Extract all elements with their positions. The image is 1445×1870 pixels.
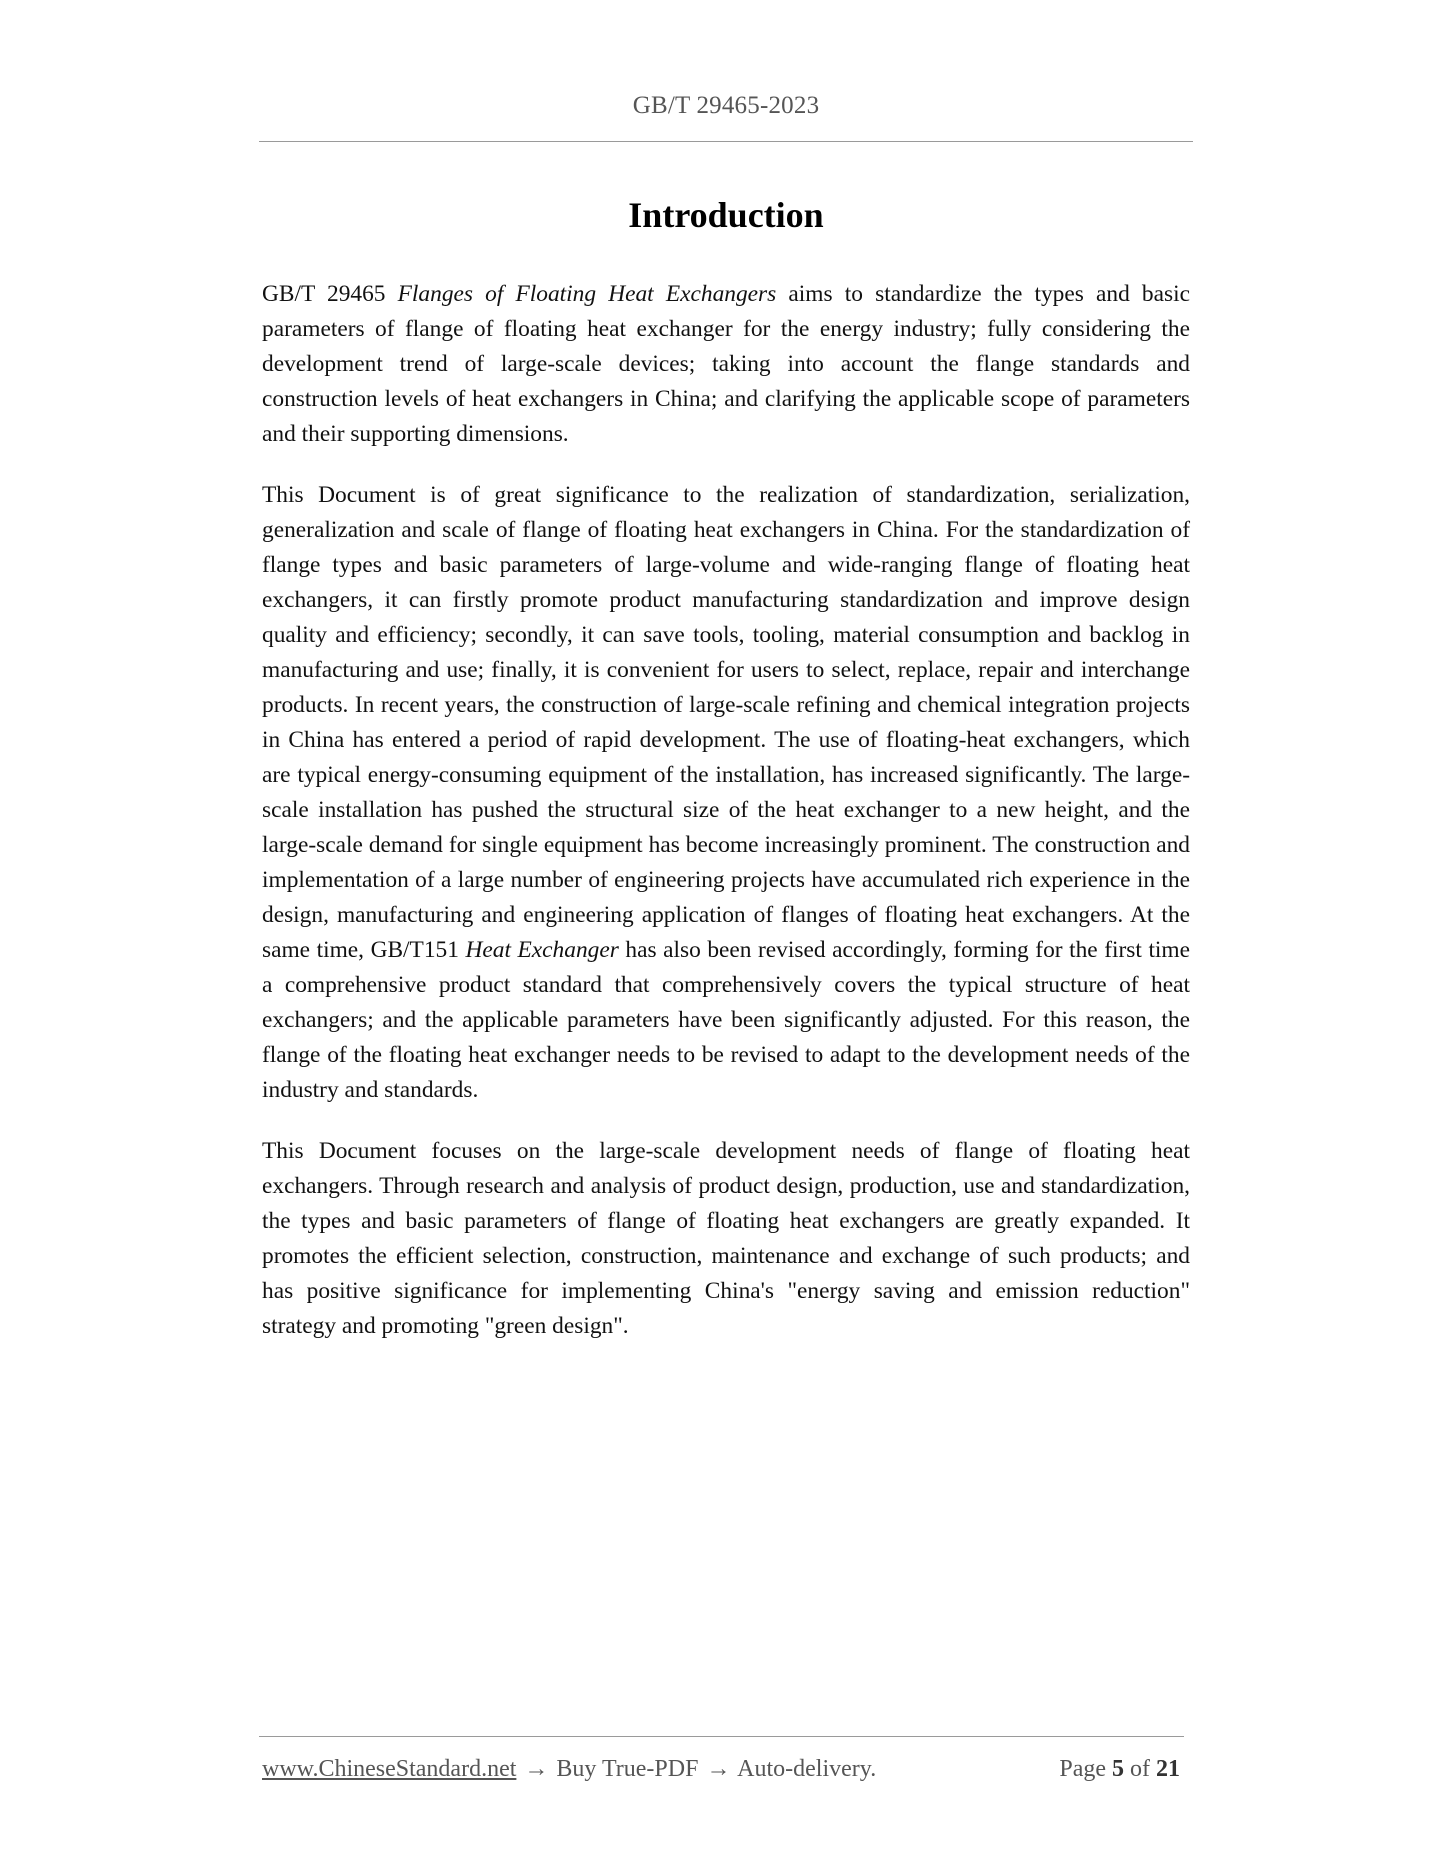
- paragraph-1-rest: aims to standardize the types and basic parameters of flange of floating heat exchanger for the energy industry; fully considering the development trend of large-scale devices; taking into account the flange standards and construction levels of heat exchangers in China; and clarifying the applicable scope of parameters and their supporting dimensions.: [262, 281, 1190, 447]
- running-header: GB/T 29465-2023: [632, 92, 820, 119]
- header-divider: [259, 141, 1193, 142]
- site-link[interactable]: www.ChineseStandard.net: [262, 1756, 517, 1782]
- body-text: [262, 277, 1190, 1370]
- footer-promo: [262, 1756, 876, 1783]
- paragraph-1: [262, 277, 1190, 452]
- arrow-right-icon: →: [706, 1756, 731, 1782]
- of-label: of: [1130, 1756, 1150, 1782]
- standard-title-heat-exchanger: Heat Exchanger: [465, 937, 619, 963]
- standard-title-flanges: Flanges of Floating Heat Exchangers: [397, 281, 777, 307]
- paragraph-2-part1: This Document is of great significance to the realization of standardization, serialization, generalization and scale of flange of floating heat exchangers in China. For the standardization of flange types and basic parameters of large-volume and wide-ranging flange of floating heat exchangers, it can firstly promote product manufacturing standardization and improve design quality and efficiency; secondly, it can save tools, tooling, material consumption and backlog in manufacturing and use; finally, it is convenient for users to select, replace, repair and interchange products. In recent years, the construction of large-scale refining and chemical integration projects in China has entered a period of rapid development. The use of floating-heat exchangers, which are typical energy-consuming equipment of the installation, has increased significantly. The large-scale installation has pushed the structural size of the heat exchanger to a new height, and the large-scale demand for single equipment has become increasingly prominent. The construction and implementation of a large number of engineering projects have accumulated rich experience in the design, manufacturing and engineering application of flanges of floating heat exchangers. At the same time, GB/T151: [262, 482, 1190, 963]
- section-title: Introduction: [628, 195, 824, 235]
- paragraph-2-part2: has also been revised accordingly, forming for the first time a comprehensive product standard that comprehensively covers the typical structure of heat exchangers; and the applicable parameters have been significantly adjusted. For this reason, the flange of the floating heat exchanger needs to be revised to adapt to the development needs of the industry and standards.: [262, 937, 1191, 1103]
- paragraph-1-lead: GB/T 29465: [262, 281, 398, 307]
- paragraph-3: This Document focuses on the large-scale development needs of flange of floating heat exchangers. Through research and analysis of product design, production, use and standardization, the types and basic parameters of flange of floating heat exchangers are greatly expanded. It promotes the efficient selection, construction, maintenance and exchange of such products; and has positive significance for implementing China's "energy saving and emission reduction" strategy and promoting "green design".: [262, 1138, 1190, 1339]
- buy-pdf-text: Buy True-PDF: [556, 1756, 699, 1782]
- paragraph-2: [262, 478, 1190, 1108]
- arrow-right-icon: →: [524, 1756, 549, 1782]
- footer-divider: [259, 1736, 1184, 1737]
- page-label: Page: [1059, 1756, 1106, 1782]
- page-number: [1059, 1756, 1180, 1783]
- page-total: 21: [1156, 1756, 1180, 1782]
- page-current: 5: [1112, 1756, 1124, 1782]
- auto-delivery-text: Auto-delivery.: [737, 1756, 877, 1782]
